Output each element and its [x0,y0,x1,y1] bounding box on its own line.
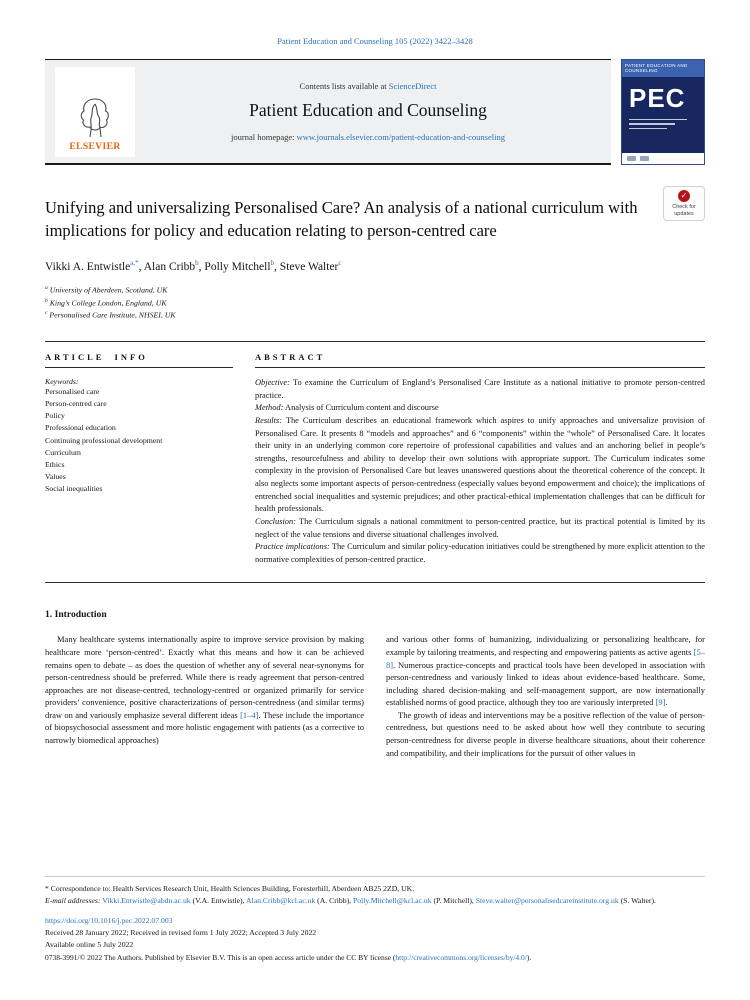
contents-prefix: Contents lists available at [299,81,389,91]
journal-citation-link[interactable]: Patient Education and Counseling 105 (2022) 3422–3428 [277,36,473,46]
abstract-conclusion: Conclusion: The Curriculum signals a national commitment to person-centred practice, but its practical potential is limited by its neglect of the value tensions and diverse situational challenges involved. [255,516,705,539]
cc-license-link[interactable]: http://creativecommons.org/licenses/by/4.0/ [395,953,527,963]
author-name: Vikki A. Entwistle [45,261,131,274]
elsevier-logo[interactable] [55,67,135,157]
footnote-rule [45,876,705,877]
check-for-updates-label: Check for updates [672,204,696,218]
available-online: Available online 5 July 2022 [45,939,134,949]
abstract-method: Method: Analysis of Curriculum content and discourse [255,403,439,413]
affiliation: $^a$ University of Aberdeen, Scotland, UK [45,285,168,295]
abstract-practice-implications: Practice implications: The Curriculum and similar policy-education initiatives could be strengthened by more explicit attention to the normative complexities of person-centred practice. [255,542,705,564]
email-label: E-mail addresses: [45,895,101,905]
copyright-line: 0738-3991/© 2022 The Authors. Published by Elsevier B.V. This is an open access article under the CC BY license (http://creativecommons.org/licenses/by/4.0/). [45,953,532,963]
email-addresses-line: E-mail addresses: Vikki.Entwistle@abdn.ac.uk (V.A. Entwistle), Alan.Cribb@kcl.ac.uk (A. Cribb), Polly.Mitchell@kcl.ac.uk (P. Mitchell), Steve.walter@personalisedcareinstitute.org.uk (S. Walter). [45,895,656,905]
affiliation: $^c$ Personalised Care Institute, NHSEI, UK [45,309,176,320]
author-name: Polly Mitchell [204,261,271,274]
citation-link[interactable]: [9] [655,697,666,708]
body-columns [45,633,705,759]
keyword: Social inequalities [45,483,103,493]
introduction-section [45,609,705,759]
affiliation: $^b$ King’s College London, England, UK [45,297,167,308]
article-title: Unifying and universalizing Personalised Care? An analysis of a national curriculum with implications for policy and education relating to person-centred care [45,198,638,240]
author: Polly Mitchell$^b$, [204,259,280,274]
homepage-line [135,132,601,142]
journal-cover-image [621,59,705,165]
body-column-left [45,633,364,759]
intro-paragraph-2: The growth of ideas and interventions may be a positive reflection of the value of person-centredness, but questions need to be asked about how well they contribute to securing person-centredness for diverse people in diverse healthcare situations, about their coherence and compatibility, and their implications for the pursuit of other values in [386,709,705,758]
keyword: Person-centred care [45,399,107,409]
author-affiliation-sup: c [338,259,342,268]
crossmark-icon [678,190,690,202]
keyword: Personalised care [45,387,100,397]
keyword: Policy [45,411,65,421]
section-heading: 1. Introduction [45,609,107,621]
elsevier-wordmark: ELSEVIER [69,141,121,152]
abstract-heading: ABSTRACT [255,352,705,368]
email-link[interactable]: Alan.Cribb@kcl.ac.uk [246,895,316,905]
author: Vikki A. Entwistle$^{a,*}$, [45,259,144,274]
cover-pec-title: PEC [629,82,686,113]
masthead-center [135,81,601,142]
homepage-prefix: journal homepage: [231,132,297,142]
citation-link[interactable]: [1–4] [240,709,259,720]
article-info-heading: ARTICLE INFO [45,352,233,368]
contents-line [135,81,601,91]
masthead-banner [45,59,611,165]
email-link[interactable]: Polly.Mitchell@kcl.ac.uk [353,895,432,905]
author-name: Steve Walter [279,261,339,274]
author-affiliation-sup: b [195,259,199,268]
article-info-abstract-block [45,341,705,583]
check-for-updates-badge[interactable] [663,186,705,221]
author-affiliation-sup: b [270,259,275,268]
cover-top-band: PATIENT EDUCATION AND COUNSELING [622,60,704,77]
author-name: Alan Cribb [143,261,196,274]
keywords-label: Keywords: [45,377,79,387]
received-dates: Received 28 January 2022; Received in revised form 1 July 2022; Accepted 3 July 2022 [45,927,317,937]
journal-homepage-link[interactable]: www.journals.elsevier.com/patient-education-and-counseling [296,132,505,142]
author [280,261,342,273]
doi-line [45,915,705,926]
article-info-column [45,352,233,566]
keyword: Values [45,471,66,481]
cover-decorative-lines [622,114,704,138]
body-column-right [386,633,705,759]
keyword: Continuing professional development [45,435,163,445]
correspondence-note: * Correspondence to: Health Services Research Unit, Health Sciences Building, Foresterhill, Aberdeen AB25 2ZD, UK. [45,884,415,894]
sciencedirect-link[interactable]: ScienceDirect [388,81,437,91]
keyword: Professional education [45,423,116,433]
journal-title: Patient Education and Counseling [249,100,487,120]
doi-link[interactable]: https://doi.org/10.1016/j.pec.2022.07.003 [45,915,173,925]
cover-bottom-strip [622,153,704,164]
intro-paragraph-1-continued: and various other forms of humanizing, individualizing or personalizing healthcare, for example by tailoring treatments, and respecting and empowering patients as active agents [5–8]. Numerous practice-concepts and practical tools have been developed in association with person-centredness and variously linked to ideas about evidence-based healthcare. Some, including shared decision-making and self-management support, are now internationally established norms of good practice, although they too are variously interpreted [9]. [386,634,705,708]
authors-line [45,260,705,274]
journal-masthead [45,59,705,165]
keyword: Ethics [45,459,65,469]
email-link[interactable]: Steve.walter@personalisedcareinstitute.org.uk [475,895,619,905]
author-affiliation-sup: a,* [130,259,139,268]
affiliations [45,284,705,321]
first-page-footnotes [45,876,705,964]
author: Alan Cribb$^b$, [143,259,205,274]
elsevier-tree-icon [77,96,113,140]
abstract-results: Results: The Curriculum describes an educational framework which aspires to unify approaches and universalize provision of Personalised Care. It presents 8 “models and approaches” and 6 “components” within the “whole” of Personalised Care. It locates their unity in an underlying common core repertoire of professional capabilities and values and an anchoring belief in people’s strengths, resourcefulness and ability to develop their own solutions with appropriate support. The Curriculum indicates some complexity in the provision of Personalised Care but leaves unanswered questions about the theoretical coherence of the concept. It also neglects some important aspects of person-centredness (especially values beyond empowerment and choice); the implications of entrenched social inequalities and systemic prejudices; and other practical-ethical implementation challenges that can be difficult for health professionals. [255,416,705,514]
abstract-column [255,352,705,566]
email-link[interactable]: Vikki.Entwistle@abdn.ac.uk [102,895,191,905]
keyword: Curriculum [45,447,81,457]
abstract-objective: Objective: To examine the Curriculum of England’s Personalised Care Institute as a national initiative to promote person-centred practice. [255,378,705,400]
intro-paragraph-1: Many healthcare systems internationally aspire to improve service provision by making healthcare more ‘person-centred’. Exactly what this means and how it can be achieved remains open to debate – as does the question of whether any of several near-synonyms for person-centredness should be preferred. While there is ready agreement that person-centred approaches are not disease-centred, technology-centred or organized primarily for service providers’ convenience, positive characterizations of person-centredness (and similar terms) draw on and variously emphasize several different ideas [1–4]. These include the importance of biopsychosocial assessment and more holistic engagement with patients (as a corrective to narrowly biomedical approaches) [45,634,364,745]
citation-link[interactable]: [5–8] [386,646,705,670]
